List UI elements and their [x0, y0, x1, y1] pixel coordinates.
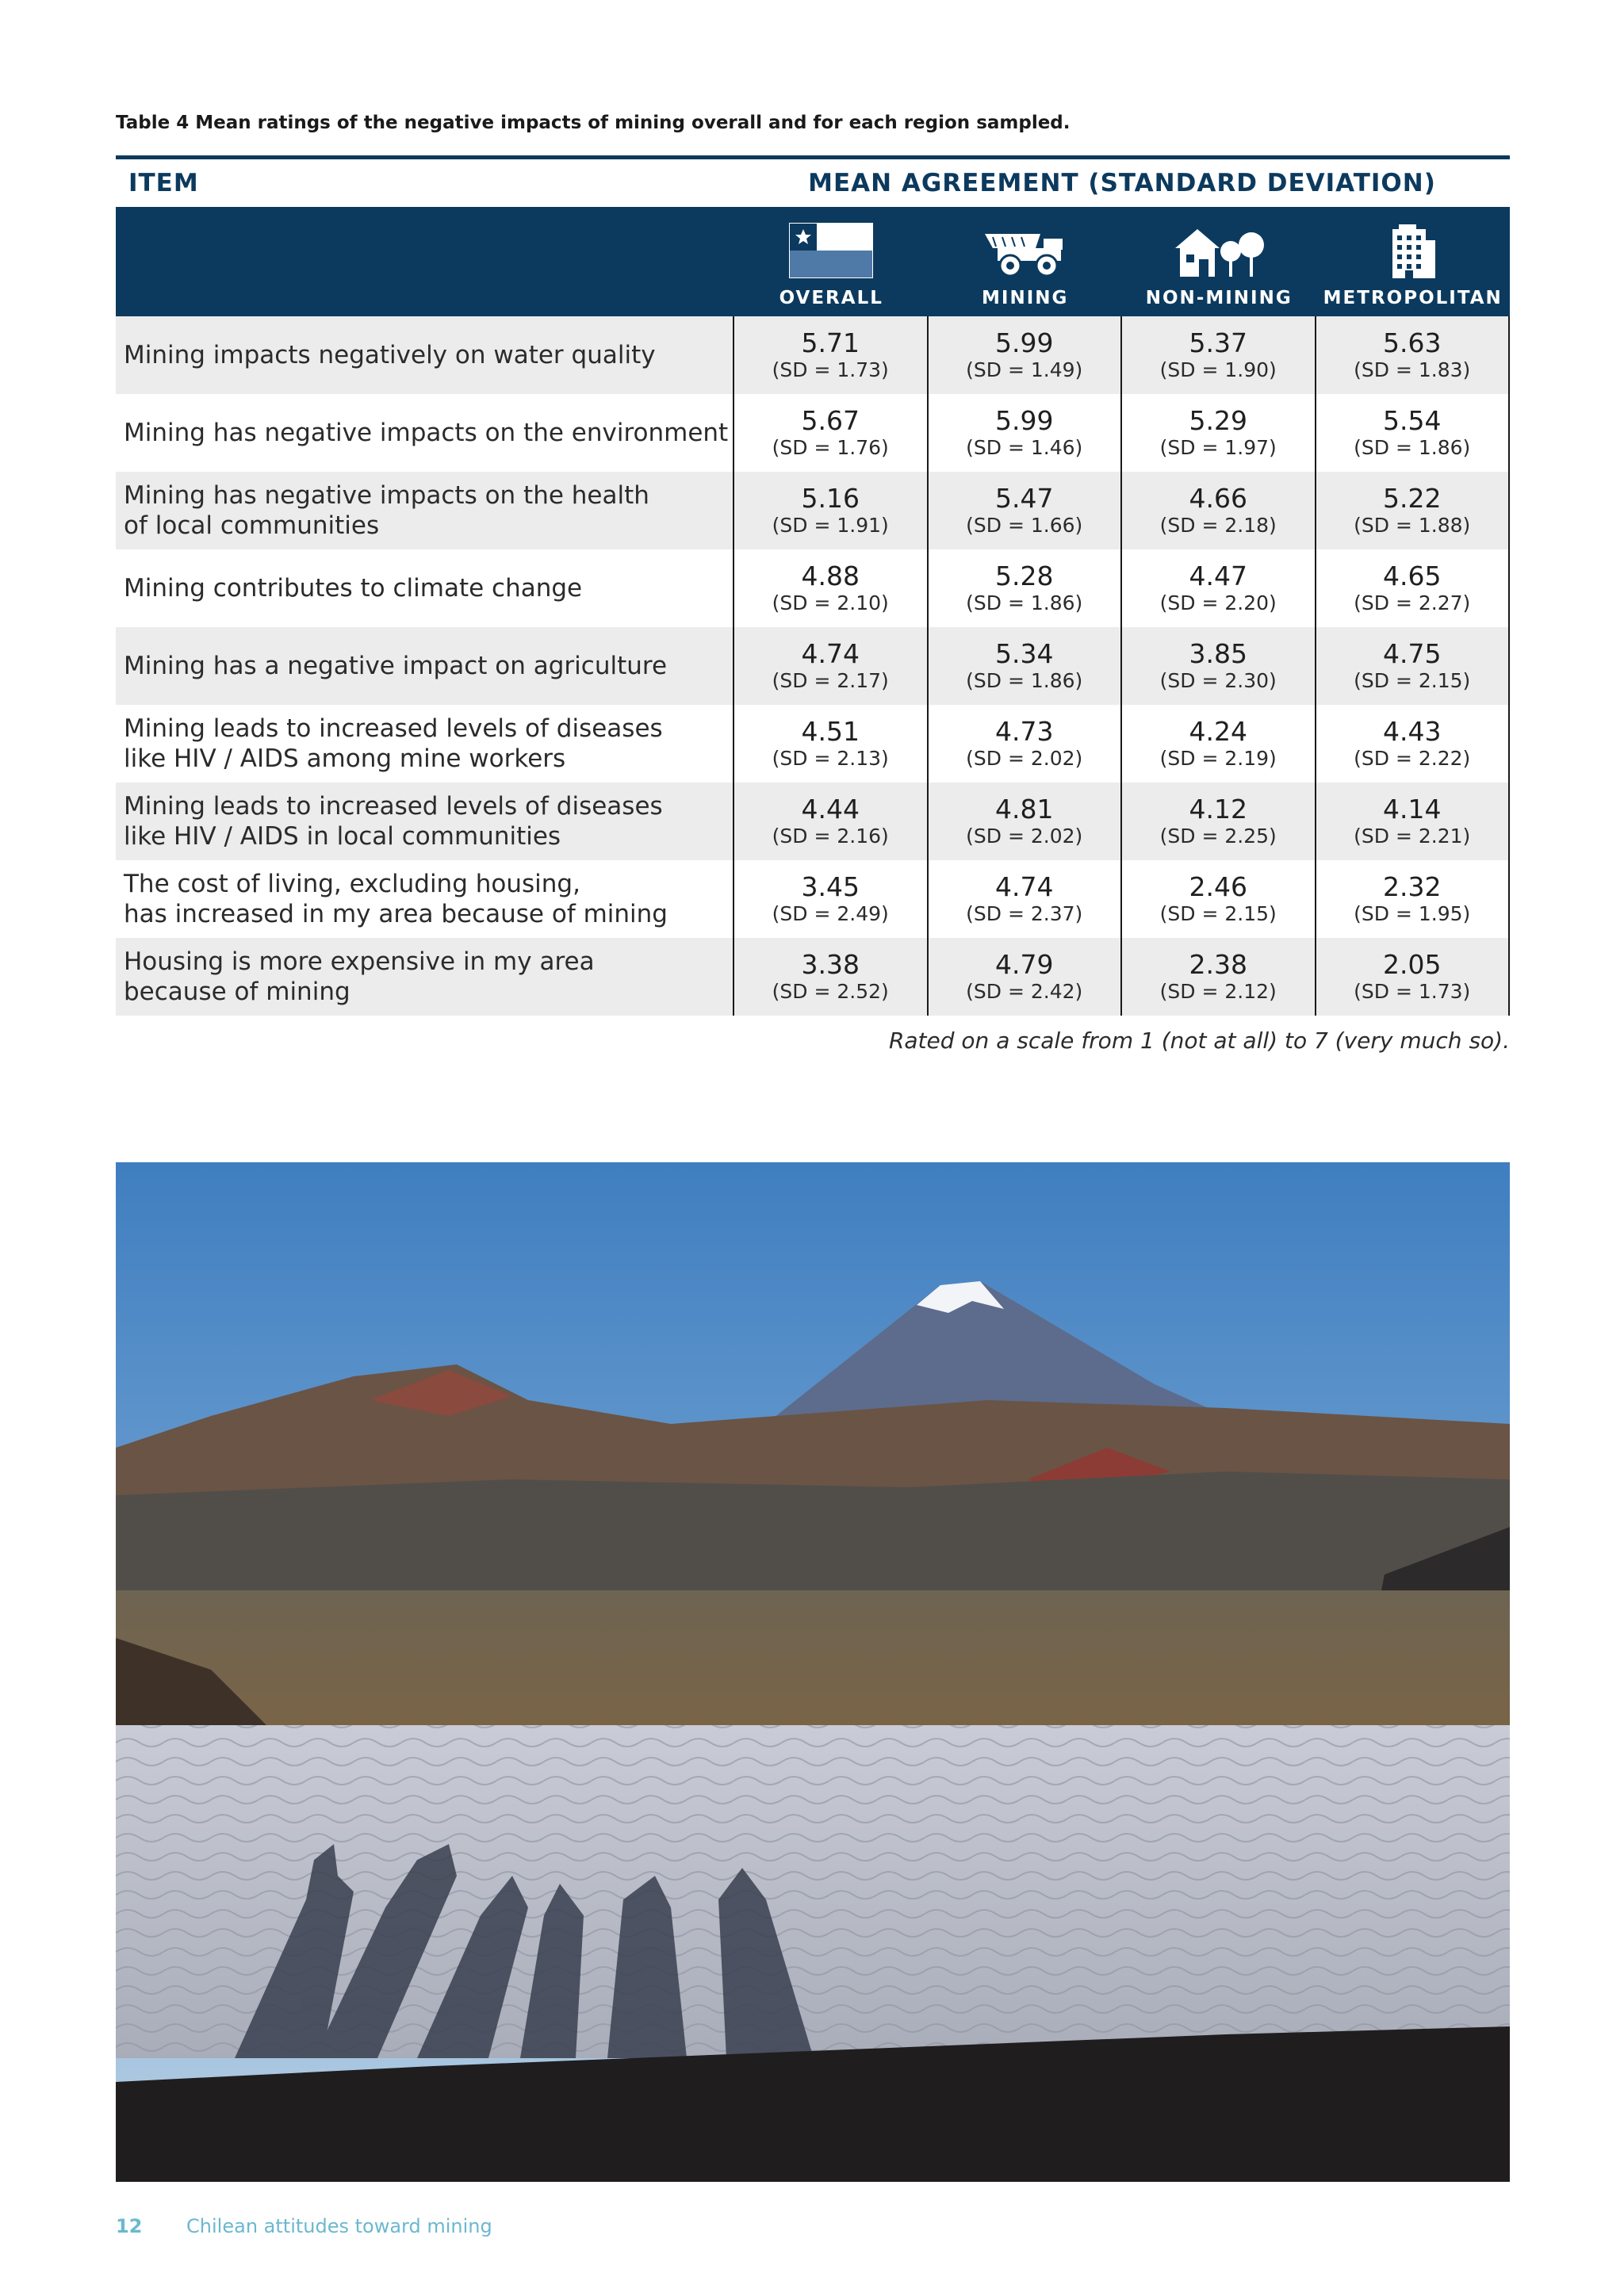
mean-value: 4.65	[1383, 561, 1442, 591]
value-cell	[734, 316, 929, 394]
row-item-text: Mining has negative impacts on the environment	[124, 419, 729, 447]
sd-value: (SD = 2.21)	[1354, 825, 1471, 848]
mean-value: 4.12	[1189, 794, 1247, 825]
row-item-cell	[116, 472, 734, 549]
sd-value: (SD = 1.91)	[772, 514, 889, 537]
mean-agreement-header: MEAN AGREEMENT (STANDARD DEVIATION)	[808, 169, 1436, 197]
sd-value: (SD = 2.52)	[772, 980, 889, 1003]
sd-value: (SD = 2.30)	[1159, 669, 1277, 692]
sd-value: (SD = 1.76)	[772, 436, 889, 459]
page-number: 12	[116, 2215, 143, 2237]
value-cell	[734, 394, 929, 472]
row-item-text: Mining has a negative impact on agriculture	[124, 652, 668, 680]
sd-value: (SD = 2.42)	[966, 980, 1083, 1003]
row-item-cell	[116, 705, 734, 783]
sd-value: (SD = 1.49)	[966, 358, 1083, 381]
mean-value: 5.22	[1383, 483, 1442, 514]
value-cell	[734, 783, 929, 860]
sd-value: (SD = 2.20)	[1159, 591, 1277, 614]
region-header-band	[116, 207, 1510, 316]
mean-value: 5.71	[801, 327, 860, 358]
column-non-mining	[1122, 207, 1316, 316]
row-item-text: Mining leads to increased levels of diseases like HIV / AIDS in local communities	[124, 792, 663, 851]
row-item-cell	[116, 316, 734, 394]
mean-value: 4.14	[1383, 794, 1442, 825]
sd-value: (SD = 2.02)	[966, 747, 1083, 770]
sd-value: (SD = 1.86)	[966, 591, 1083, 614]
table-row	[116, 705, 1510, 783]
value-cell	[929, 316, 1123, 394]
value-cell	[1316, 627, 1511, 705]
value-cell	[1122, 472, 1316, 549]
sd-value: (SD = 1.73)	[1354, 980, 1471, 1003]
sd-value: (SD = 2.22)	[1354, 747, 1471, 770]
column-label-overall: OVERALL	[779, 288, 883, 308]
row-item-text: Mining has negative impacts on the health of local communities	[124, 481, 649, 540]
mean-value: 4.51	[801, 716, 860, 747]
sd-value: (SD = 1.86)	[966, 669, 1083, 692]
mean-value: 4.74	[801, 638, 860, 669]
ratings-table	[116, 155, 1510, 1016]
sd-value: (SD = 1.83)	[1354, 358, 1471, 381]
value-cell	[1316, 938, 1511, 1016]
mean-value: 5.99	[995, 327, 1054, 358]
mean-value: 2.46	[1189, 871, 1247, 902]
value-cell	[929, 394, 1123, 472]
sd-value: (SD = 2.49)	[772, 902, 889, 925]
sd-value: (SD = 1.86)	[1354, 436, 1471, 459]
column-label-metropolitan: METROPOLITAN	[1323, 288, 1503, 308]
value-cell	[929, 549, 1123, 627]
building-icon	[1388, 223, 1438, 278]
value-cell	[734, 472, 929, 549]
value-cell	[734, 705, 929, 783]
mean-value: 5.37	[1189, 327, 1247, 358]
mean-value: 2.38	[1189, 949, 1247, 980]
value-cell	[929, 705, 1123, 783]
value-cell	[1122, 627, 1316, 705]
table-header-row	[116, 159, 1510, 207]
document-title: Chilean attitudes toward mining	[186, 2215, 492, 2237]
mean-value: 4.44	[801, 794, 860, 825]
mean-value: 3.38	[801, 949, 860, 980]
value-cell	[734, 627, 929, 705]
sd-value: (SD = 2.27)	[1354, 591, 1471, 614]
mean-value: 5.34	[995, 638, 1054, 669]
sd-value: (SD = 1.97)	[1159, 436, 1277, 459]
sd-value: (SD = 2.17)	[772, 669, 889, 692]
column-mining	[929, 207, 1123, 316]
value-cell	[929, 472, 1123, 549]
sd-value: (SD = 2.25)	[1159, 825, 1277, 848]
item-column-header: ITEM	[128, 169, 199, 197]
value-cell	[929, 783, 1123, 860]
sd-value: (SD = 2.02)	[966, 825, 1083, 848]
row-item-text: Housing is more expensive in my area because of mining	[124, 947, 595, 1006]
mean-value: 5.29	[1189, 405, 1247, 436]
column-label-non-mining: NON-MINING	[1145, 288, 1293, 308]
value-cell	[1122, 860, 1316, 938]
value-cell	[1122, 705, 1316, 783]
row-item-cell	[116, 549, 734, 627]
sd-value: (SD = 1.90)	[1159, 358, 1277, 381]
value-cell	[1316, 860, 1511, 938]
mean-value: 5.54	[1383, 405, 1442, 436]
sd-value: (SD = 2.19)	[1159, 747, 1277, 770]
table-row	[116, 394, 1510, 472]
row-item-cell	[116, 783, 734, 860]
mean-value: 3.85	[1189, 638, 1247, 669]
page-footer	[116, 2215, 492, 2237]
mean-value: 5.63	[1383, 327, 1442, 358]
value-cell	[734, 549, 929, 627]
table-row	[116, 783, 1510, 860]
mean-value: 4.47	[1189, 561, 1247, 591]
table-row	[116, 472, 1510, 549]
value-cell	[1122, 783, 1316, 860]
column-label-mining: MINING	[982, 288, 1069, 308]
mean-value: 5.16	[801, 483, 860, 514]
value-cell	[1316, 472, 1511, 549]
sd-value: (SD = 2.15)	[1354, 669, 1471, 692]
sd-value: (SD = 2.37)	[966, 902, 1083, 925]
row-item-text: Mining impacts negatively on water quality	[124, 341, 656, 369]
house-trees-icon	[1172, 224, 1266, 278]
mean-value: 4.24	[1189, 716, 1247, 747]
table-row	[116, 316, 1510, 394]
value-cell	[734, 860, 929, 938]
table-row	[116, 860, 1510, 938]
scale-note: Rated on a scale from 1 (not at all) to 7 (very much so).	[888, 1027, 1510, 1054]
sd-value: (SD = 1.73)	[772, 358, 889, 381]
mean-value: 2.32	[1383, 871, 1442, 902]
sd-value: (SD = 2.16)	[772, 825, 889, 848]
table-row	[116, 549, 1510, 627]
table-body	[116, 316, 1510, 1016]
row-item-text: Mining leads to increased levels of diseases like HIV / AIDS among mine workers	[124, 714, 663, 773]
chile-flag-icon	[789, 223, 873, 278]
value-cell	[1316, 394, 1511, 472]
mean-value: 4.79	[995, 949, 1054, 980]
value-cell	[1122, 316, 1316, 394]
sd-value: (SD = 2.15)	[1159, 902, 1277, 925]
value-cell	[1122, 938, 1316, 1016]
row-item-cell	[116, 860, 734, 938]
value-cell	[1122, 394, 1316, 472]
value-cell	[1316, 316, 1511, 394]
mean-value: 2.05	[1383, 949, 1442, 980]
sd-value: (SD = 1.46)	[966, 436, 1083, 459]
mean-value: 5.28	[995, 561, 1054, 591]
row-item-text: The cost of living, excluding housing, has increased in my area because of mining	[124, 870, 668, 928]
sd-value: (SD = 1.95)	[1354, 902, 1471, 925]
value-cell	[1316, 549, 1511, 627]
value-cell	[929, 627, 1123, 705]
sd-value: (SD = 2.10)	[772, 591, 889, 614]
sd-value: (SD = 1.88)	[1354, 514, 1471, 537]
table-caption: Table 4 Mean ratings of the negative impacts of mining overall and for each region sampled.	[116, 113, 1071, 133]
sd-value: (SD = 2.13)	[772, 747, 889, 770]
landscape-photo	[116, 1162, 1510, 2182]
sd-value: (SD = 2.18)	[1159, 514, 1277, 537]
mean-value: 4.66	[1189, 483, 1247, 514]
table-row	[116, 627, 1510, 705]
value-cell	[929, 860, 1123, 938]
mean-value: 5.99	[995, 405, 1054, 436]
row-item-cell	[116, 938, 734, 1016]
mining-truck-icon	[982, 231, 1069, 278]
mean-value: 4.88	[801, 561, 860, 591]
value-cell	[1122, 549, 1316, 627]
mean-value: 4.43	[1383, 716, 1442, 747]
value-cell	[1316, 705, 1511, 783]
row-item-text: Mining contributes to climate change	[124, 574, 583, 603]
value-cell	[734, 938, 929, 1016]
value-cell	[1316, 783, 1511, 860]
sd-value: (SD = 1.66)	[966, 514, 1083, 537]
sd-value: (SD = 2.12)	[1159, 980, 1277, 1003]
row-item-cell	[116, 627, 734, 705]
mean-value: 3.45	[801, 871, 860, 902]
column-metropolitan	[1316, 207, 1511, 316]
value-cell	[929, 938, 1123, 1016]
mean-value: 5.67	[801, 405, 860, 436]
mean-value: 4.74	[995, 871, 1054, 902]
mean-value: 4.75	[1383, 638, 1442, 669]
row-item-cell	[116, 394, 734, 472]
column-overall	[734, 207, 929, 316]
mean-value: 4.73	[995, 716, 1054, 747]
mean-value: 4.81	[995, 794, 1054, 825]
mean-value: 5.47	[995, 483, 1054, 514]
table-row	[116, 938, 1510, 1016]
